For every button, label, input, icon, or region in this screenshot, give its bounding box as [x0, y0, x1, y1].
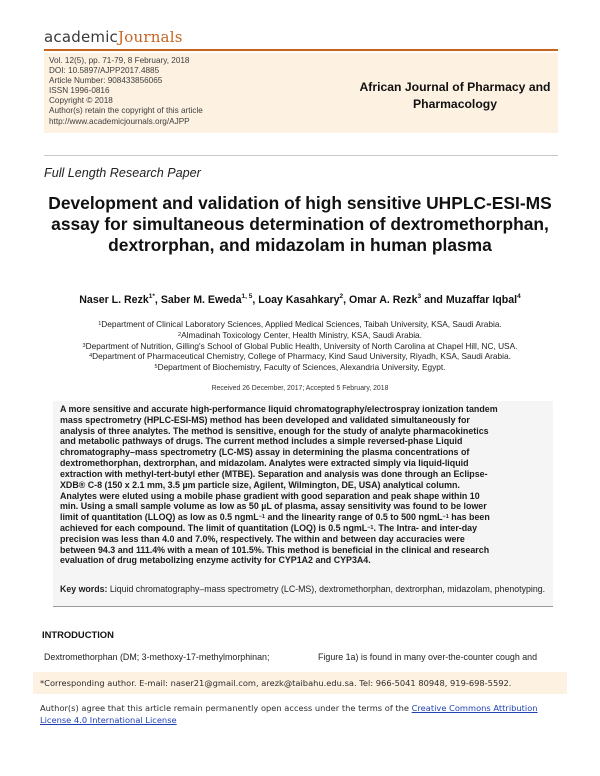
- abstract-line: XDB® C-8 (150 x 2.1 mm, 3.5 µm particle size, Agilent, Wilmington, DE, USA) analytical column.: [60, 479, 460, 490]
- abstract-text: . The Intra- and inter-day: [373, 522, 478, 533]
- abstract-line: chromatography–mass spectrometry (LC-MS) assay in determining the plasma concentrations of: [60, 447, 470, 458]
- author-separator: ,: [343, 294, 349, 306]
- journal-name-line-1: African Journal of Pharmacy and: [359, 80, 551, 94]
- abstract-line: between 94.3 and 111.4% with a mean of 101.5%. This method is beneficial in the clinical and research: [60, 544, 490, 555]
- corresponding-author: *Corresponding author. E-mail: naser21@gmail.com, arezk@taibahu.edu.sa. Tel: 966-5041 80948, 919-698-5592.: [40, 678, 512, 688]
- author-name: Saber M. Eweda: [160, 294, 242, 306]
- author-list: [40, 294, 560, 306]
- meta-volume: Vol. 12(5), pp. 71-79, 8 February, 2018: [49, 56, 190, 65]
- author-affiliation-marker: 2: [339, 293, 344, 300]
- introduction-heading: INTRODUCTION: [42, 629, 114, 640]
- abstract-line: extraction with methyl-tert-butyl ether (MTBE). Separation and analysis was done through an Eclipse-: [60, 468, 488, 479]
- keywords-text: Liquid chromatography–mass spectrometry (LC-MS), dextromethorphan, dextrorphan, midazolam, phenotyping.: [109, 584, 546, 594]
- author-separator: and: [421, 294, 446, 306]
- abstract-line: dextromethorphan, dextrorphan, and midazolam. Analytes were extracted simply via liquid-liquid: [60, 458, 469, 469]
- abstract-line: Analytes were eluted using a mobile phase gradient with good separation and peak shape within 10: [60, 490, 480, 501]
- affiliation-item: [40, 330, 560, 341]
- section-divider: [44, 155, 558, 156]
- meta-copyright: Copyright © 2018: [49, 96, 113, 106]
- author-affiliation-marker: 1, 5: [241, 293, 253, 300]
- license-line-2: [40, 715, 560, 727]
- intro-left-column: Dextromethorphan (DM; 3-methoxy-17-methylmorphinan;: [44, 652, 270, 662]
- abstract-line: [60, 523, 549, 534]
- abstract-superscript: −1: [442, 514, 449, 521]
- affiliation-list: [40, 319, 560, 373]
- logo-prefix: academic: [44, 28, 119, 46]
- affiliation-number: 3: [82, 342, 86, 349]
- author-name: Loay Kasahkary: [258, 294, 340, 306]
- license-note: [40, 703, 560, 726]
- author-affiliation-marker: 1*: [148, 293, 155, 300]
- intro-right-column: Figure 1a) is found in many over-the-counter cough and: [318, 652, 538, 662]
- license-line-1: [40, 703, 560, 715]
- abstract-superscript: −1: [258, 514, 265, 521]
- abstract-text: limit of quantitation (LLOQ) as low as 0.5 ngmL: [60, 512, 259, 523]
- author-separator: ,: [252, 294, 259, 306]
- affiliation-text: Department of Clinical Laboratory Sciences, Applied Medical Sciences, Taibah University, KSA, Saudi Arabia.: [101, 319, 502, 329]
- publisher-logo: [44, 28, 183, 46]
- meta-rights: Author(s) retain the copyright of this article: [49, 106, 203, 116]
- affiliation-item: [40, 319, 560, 330]
- article-meta: [49, 56, 203, 127]
- received-accepted-dates: Received 26 December, 2017; Accepted 5 February, 2018: [211, 385, 389, 392]
- affiliation-item: [40, 341, 560, 352]
- meta-issn: ISSN 1996-0816: [49, 86, 110, 96]
- author-affiliation-marker: 3: [417, 293, 422, 300]
- abstract-text: and the linearity range of 0.5 to 500 ngmL: [265, 512, 443, 523]
- keywords-label: Key words:: [60, 584, 108, 594]
- abstract-line: mass spectrometry (HPLC-ESI-MS) method has been developed and validated simultaneously for: [60, 414, 470, 425]
- journal-name-line-2: Pharmacology: [413, 97, 497, 111]
- abstract-line: and metabolic pathways of drugs. The current method includes a simple reversed-phase Liquid: [60, 436, 463, 447]
- meta-doi: DOI: 10.5897/AJPP2017.4885: [49, 66, 160, 76]
- abstract-line: A more sensitive and accurate high-performance liquid chromatography/electrospray ionization tandem: [60, 404, 498, 414]
- license-link-cc[interactable]: Creative Commons Attribution: [411, 703, 538, 713]
- logo-suffix: Journals: [118, 28, 183, 46]
- affiliation-number: 5: [154, 364, 158, 371]
- abstract-text: has been: [448, 512, 490, 523]
- abstract-line: precision was less than 4.0 and 7.0%, respectively. The within and between day accuracies were: [60, 533, 465, 544]
- affiliation-number: 1: [98, 321, 102, 327]
- affiliation-number: 2: [178, 331, 182, 338]
- license-link-international[interactable]: License 4.0 International License: [40, 714, 177, 725]
- author-name: Naser L. Rezk: [79, 294, 149, 306]
- affiliation-item: [40, 351, 560, 362]
- abstract-line: evaluation of drug metabolizing enzyme activity for CYP1A2 and CYP3A4.: [60, 555, 371, 566]
- paper-title: Development and validation of high sensitive UHPLC-ESI-MS assay for simultaneous determination of dextromethorphan, dextrorphan, and midazolam in human plasma: [48, 193, 552, 255]
- abstract: [60, 404, 549, 566]
- affiliation-text: Department of Nutrition, Gilling's School of Global Public Health, University of North Carolina at Chapel Hill, NC, USA.: [85, 340, 518, 351]
- author-name: Muzaffar Iqbal: [445, 294, 518, 306]
- affiliation-text: Department of Pharmaceutical Chemistry, College of Pharmacy, Kind Saud University, Riyadh, KSA, Saudi Arabia.: [92, 351, 511, 362]
- author-separator: ,: [154, 294, 161, 306]
- affiliation-text: Almadinah Toxicology Center, Health Ministry, KSA, Saudi Arabia.: [181, 329, 422, 340]
- license-text: Author(s) agree that this article remain permanently open access under the terms of the: [40, 703, 412, 713]
- journal-name: [355, 79, 555, 113]
- author-affiliation-marker: 4: [517, 293, 521, 300]
- affiliation-number: 4: [89, 353, 93, 360]
- affiliation-text: Department of Biochemistry, Faculty of Sciences, Alexandria University, Egypt.: [157, 362, 446, 373]
- abstract-line: min. Using a small sample volume as low as 50 µL of plasma, assay sensitivity was found to be lower: [60, 501, 487, 512]
- abstract-line: analysis of three analytes. The method is sensitive, enough for the study of analyte pharmacokinetics: [60, 425, 489, 436]
- affiliation-item: [40, 362, 560, 373]
- article-type: Full Length Research Paper: [44, 166, 201, 180]
- meta-url[interactable]: http://www.academicjournals.org/AJPP: [49, 116, 190, 126]
- abstract-text: achieved for each compound. The limit of quantitation (LOQ) is 0.5 ngmL: [60, 522, 368, 533]
- author-name: Omar A. Rezk: [349, 294, 418, 306]
- meta-article-number: Article Number: 908433856065: [49, 76, 163, 86]
- header-rule: [44, 49, 558, 51]
- keywords: [60, 584, 549, 595]
- abstract-line: [60, 512, 549, 523]
- abstract-superscript: −1: [367, 524, 374, 531]
